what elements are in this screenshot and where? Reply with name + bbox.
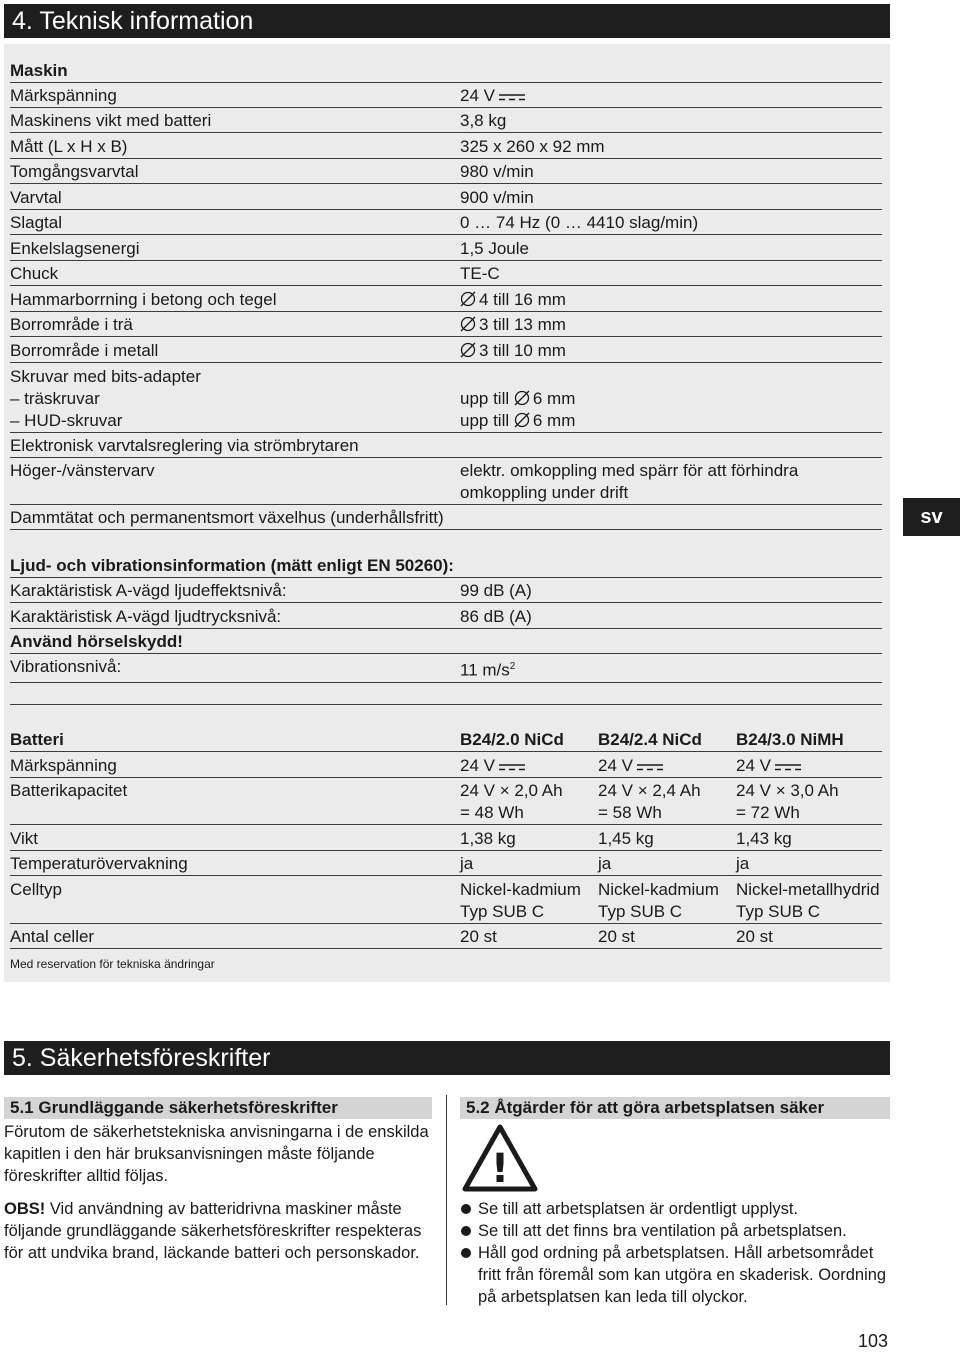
value-text: 6 mm	[532, 389, 576, 408]
battery-row-capacity	[10, 780, 882, 825]
spec-label: Hammarborrning i betong och tegel	[10, 290, 277, 309]
diameter-icon	[514, 390, 530, 406]
spec-label: Celltyp	[10, 880, 62, 899]
battery-model: B24/3.0 NiMH	[736, 730, 844, 749]
spec-label: Borrområde i metall	[10, 341, 159, 360]
spec-value	[460, 340, 566, 361]
voltage-text: 24 V	[598, 756, 633, 775]
spec-row-screws	[10, 366, 882, 433]
spec-label: Vikt	[10, 829, 39, 848]
spec-label: Märkspänning	[10, 86, 117, 105]
warning-mark: !	[490, 1146, 510, 1192]
spec-label: Karaktäristisk A-vägd ljudtrycksnivå:	[10, 607, 282, 626]
battery-row-temp	[10, 853, 882, 876]
list-item-text: Se till att det finns bra ventilation på arbetsplatsen.	[478, 1222, 847, 1240]
spec-label: Varvtal	[10, 188, 62, 207]
spec-value: 325 x 260 x 92 mm	[460, 137, 605, 156]
battery-heading-row	[10, 729, 882, 752]
noise-heading: Ljud- och vibrationsinformation (mätt enligt EN 50260):	[10, 556, 454, 575]
section-5-title: 5. Säkerhetsföreskrifter	[4, 1041, 890, 1075]
spec-row-hammer	[10, 289, 882, 312]
spec-value: 20 st	[598, 927, 635, 946]
spec-value: = 48 Wh	[460, 803, 524, 822]
noise-row-vibration	[10, 656, 882, 683]
spec-value: 24 V × 3,0 Ah	[736, 781, 839, 800]
spec-row-impact	[10, 212, 882, 235]
spec-value	[460, 314, 566, 335]
section-4-title: 4. Teknisk information	[4, 4, 890, 38]
spec-value: 20 st	[460, 927, 497, 946]
spec-value	[460, 85, 526, 106]
obs-text: Vid användning av batteridrivna maskiner måste följande grundläggande säkerhetsföreskrifter respekteras för att undvika brand, läckande batteri och personskador.	[4, 1200, 422, 1262]
spec-value: = 72 Wh	[736, 803, 800, 822]
spec-value: 99 dB (A)	[460, 581, 532, 600]
spec-value: ja	[736, 854, 750, 873]
spec-value: 1,43 kg	[736, 829, 792, 848]
spec-value: 0 … 74 Hz (0 … 4410 slag/min)	[460, 213, 699, 232]
value-text: 6 mm	[532, 411, 576, 430]
dc-voltage-icon	[774, 763, 802, 771]
voltage-text: 24 V	[460, 756, 495, 775]
spec-sublabel: – HUD-skruvar	[10, 411, 123, 430]
obs-label: OBS!	[4, 1200, 46, 1218]
spec-label: Batterikapacitet	[10, 781, 128, 800]
spec-value: Nickel-metallhydrid	[736, 880, 880, 899]
spec-value: Typ SUB C	[736, 902, 821, 921]
spec-label: Karaktäristisk A-vägd ljudeffektsnivå:	[10, 581, 287, 600]
spec-row-idle-speed	[10, 161, 882, 184]
spec-value: 24 V × 2,0 Ah	[460, 781, 563, 800]
page-number: 103	[858, 1331, 889, 1351]
spec-value: 24 V × 2,4 Ah	[598, 781, 701, 800]
spec-value: 1,5 Joule	[460, 239, 529, 258]
spec-value: Nickel-kadmium	[460, 880, 581, 899]
spec-value: TE-C	[460, 264, 500, 283]
reservation-note: Med reservation för tekniska ändringar	[10, 957, 215, 971]
spec-row-wood	[10, 314, 882, 337]
list-item	[460, 1220, 890, 1242]
spec-label: Slagtal	[10, 213, 62, 232]
spec-row-metal	[10, 340, 882, 363]
value-text: 3 till 10 mm	[479, 341, 566, 360]
subsection-5-1-heading: 5.1 Grundläggande säkerhetsföreskrifter	[4, 1097, 432, 1119]
diameter-icon	[460, 316, 476, 332]
value-text: 4 till 16 mm	[479, 290, 566, 309]
diameter-icon	[460, 342, 476, 358]
spec-label: Enkelslagsenergi	[10, 239, 140, 258]
spec-value	[460, 755, 526, 776]
spec-label: Höger-/vänstervarv	[10, 461, 155, 480]
machine-heading-row	[10, 60, 882, 83]
noise-row-power	[10, 580, 882, 603]
spec-label: Antal celler	[10, 927, 95, 946]
list-item	[460, 1198, 890, 1220]
spec-value	[736, 755, 802, 776]
value-prefix: upp till	[460, 389, 510, 408]
machine-heading: Maskin	[10, 61, 68, 80]
spec-row-speed	[10, 187, 882, 210]
spec-label: Mått (L x H x B)	[10, 137, 128, 156]
bullet-dot-icon	[461, 1248, 471, 1258]
bullet-dot-icon	[461, 1204, 471, 1214]
spec-label: Borrområde i trä	[10, 315, 133, 334]
spec-label: Tomgångsvarvtal	[10, 162, 139, 181]
battery-model: B24/2.4 NiCd	[598, 730, 702, 749]
value-text: 11 m/s	[460, 660, 510, 680]
spec-row-weight	[10, 110, 882, 133]
spec-value: ja	[460, 854, 474, 873]
bullet-dot-icon	[461, 1226, 471, 1236]
spec-label: Skruvar med bits-adapter	[10, 367, 201, 386]
spec-label: Vibrationsnivå:	[10, 657, 122, 676]
hearing-protection-warning: Använd hörselskydd!	[10, 632, 183, 651]
spec-value: 980 v/min	[460, 162, 534, 181]
spec-value: ja	[598, 854, 612, 873]
spec-value: Typ SUB C	[460, 902, 545, 921]
list-item-text: Håll god ordning på arbetsplatsen. Håll arbetsområdet fritt från föremål som kan utgöra en skaderisk. Oordning på arbetsplatsen kan leda till olyckor.	[478, 1244, 887, 1306]
list-item-text: Se till att arbetsplatsen är ordentligt upplyst.	[478, 1200, 799, 1218]
subsection-5-2-heading: 5.2 Åtgärder för att göra arbetsplatsen säker	[460, 1097, 890, 1119]
spec-row-dims	[10, 136, 882, 159]
battery-separator	[10, 690, 882, 705]
value-prefix: upp till	[460, 411, 510, 430]
battery-heading: Batteri	[10, 730, 64, 749]
spec-row-reverse	[10, 460, 882, 505]
spec-value: 86 dB (A)	[460, 607, 532, 626]
spec-value: omkoppling under drift	[460, 483, 629, 502]
spec-row-energy	[10, 238, 882, 261]
spec-value	[460, 388, 575, 409]
spec-value: 1,45 kg	[598, 829, 654, 848]
spec-value	[460, 410, 575, 431]
spec-label: Maskinens vikt med batteri	[10, 111, 212, 130]
warning-triangle-icon	[462, 1124, 538, 1192]
subsection-5-1-obs-paragraph	[4, 1198, 436, 1264]
spec-row-voltage	[10, 85, 882, 108]
battery-model: B24/2.0 NiCd	[460, 730, 564, 749]
value-exponent: 2	[509, 661, 516, 672]
diameter-icon	[514, 412, 530, 428]
subsection-5-1-intro: Förutom de säkerhetstekniska anvisningarna i de enskilda kapitlen i den här bruksanvisningen måste följande föreskrifter alltid följas.	[4, 1123, 429, 1185]
spec-row-chuck	[10, 263, 882, 286]
spec-label: Dammtätat och permanentsmort växelhus (underhållsfritt)	[10, 508, 444, 527]
spec-label: Elektronisk varvtalsreglering via strömbrytaren	[10, 436, 359, 455]
dc-voltage-icon	[636, 763, 664, 771]
noise-row-pressure	[10, 606, 882, 629]
dc-voltage-icon	[498, 93, 526, 101]
spec-sublabel: – träskruvar	[10, 389, 100, 408]
spec-value: = 58 Wh	[598, 803, 662, 822]
spec-value	[460, 656, 515, 681]
spec-label: Chuck	[10, 264, 59, 283]
column-divider	[446, 1095, 447, 1305]
language-badge: sv	[903, 498, 960, 536]
diameter-icon	[460, 291, 476, 307]
spec-value	[460, 289, 566, 310]
spec-label: Märkspänning	[10, 756, 117, 775]
spec-value: Typ SUB C	[598, 902, 683, 921]
spec-value: Nickel-kadmium	[598, 880, 719, 899]
battery-row-count	[10, 926, 882, 949]
spec-label: Temperaturövervakning	[10, 854, 188, 873]
spec-value: 3,8 kg	[460, 111, 507, 130]
spec-row-gearbox	[10, 507, 882, 530]
spec-value: elektr. omkoppling med spärr för att förhindra	[460, 461, 799, 480]
battery-row-celltype	[10, 879, 882, 924]
noise-heading-row	[10, 555, 882, 578]
battery-row-voltage	[10, 755, 882, 778]
battery-row-weight	[10, 828, 882, 851]
voltage-text: 24 V	[460, 86, 495, 105]
spec-row-electronic	[10, 435, 882, 458]
spec-value: 1,38 kg	[460, 829, 516, 848]
spec-value: 900 v/min	[460, 188, 534, 207]
voltage-text: 24 V	[736, 756, 771, 775]
noise-row-warning	[10, 631, 882, 654]
spec-value: 20 st	[736, 927, 773, 946]
dc-voltage-icon	[498, 763, 526, 771]
list-item	[460, 1242, 890, 1308]
safety-bullet-list	[460, 1198, 890, 1308]
value-text: 3 till 13 mm	[479, 315, 566, 334]
spec-value	[598, 755, 664, 776]
